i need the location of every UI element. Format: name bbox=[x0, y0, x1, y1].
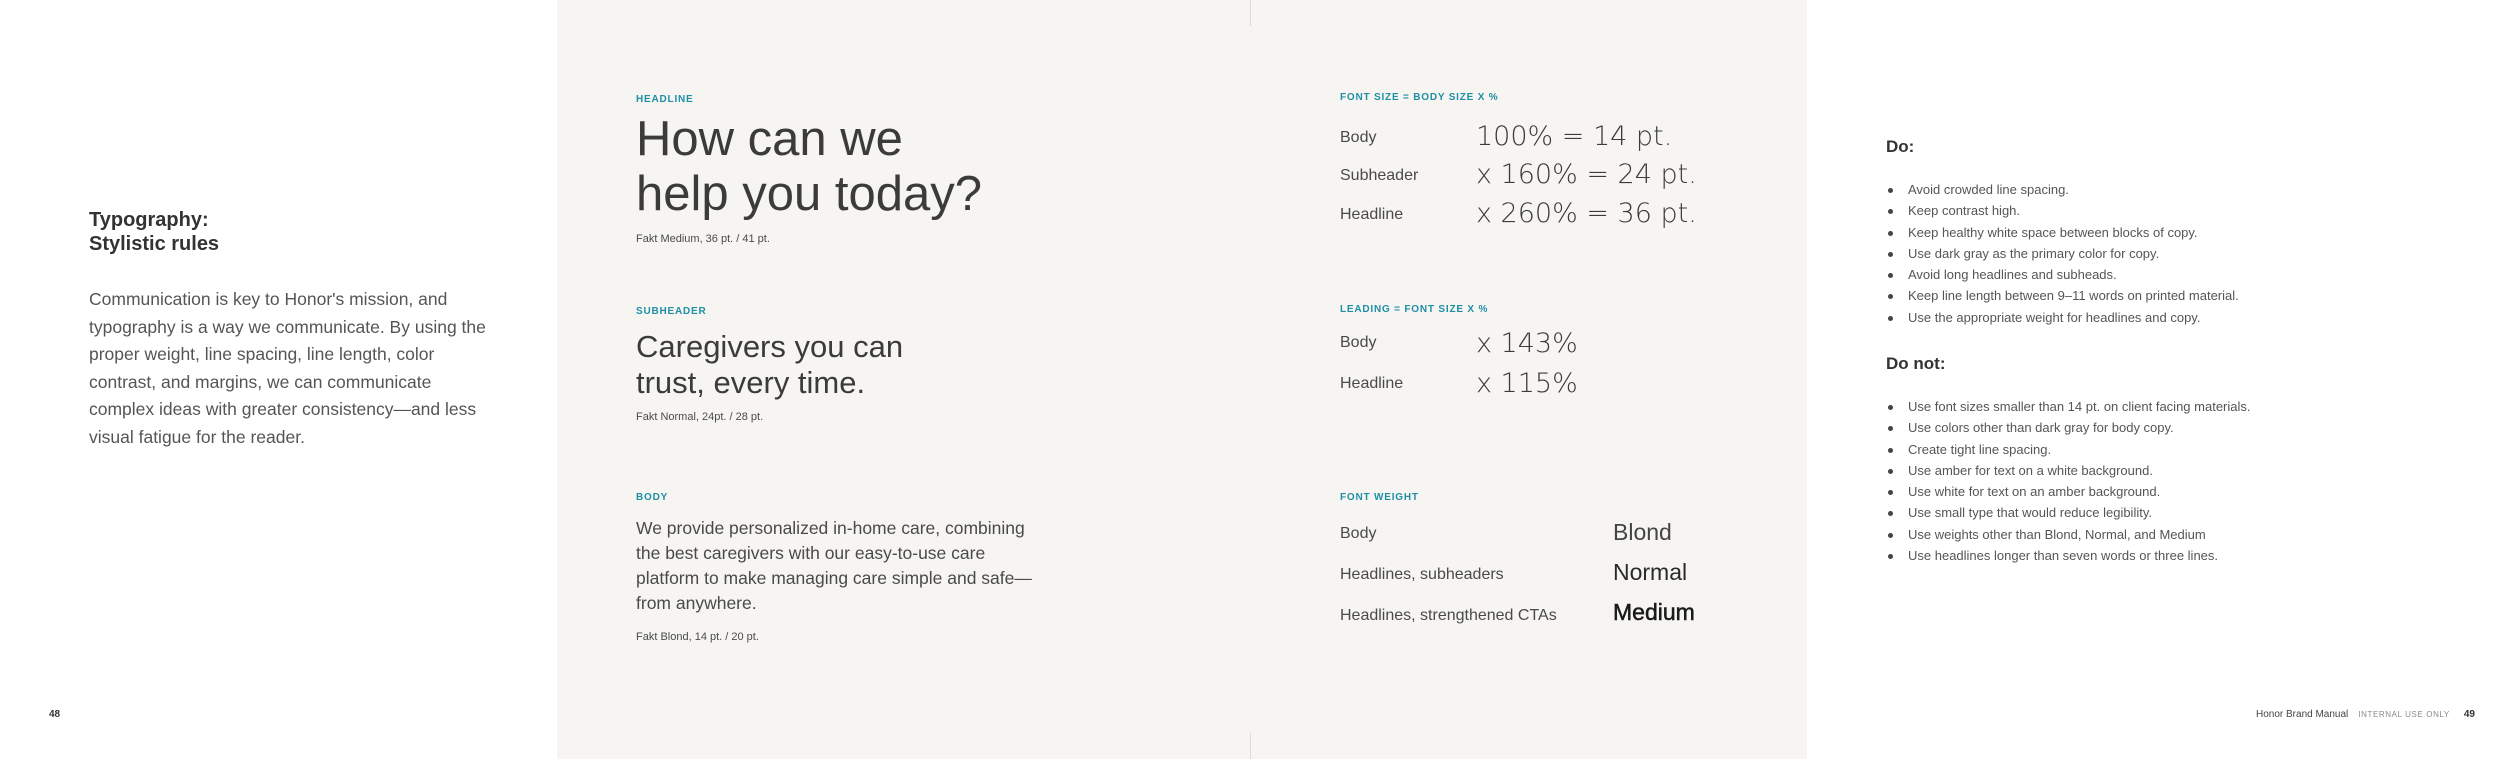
font-size-value-headline: x 260% = 36 pt. bbox=[1476, 198, 1697, 229]
intro-paragraph: Communication is key to Honor's mission, and typography is a way we communicate. By using the proper weight, line spacing, line length, color contrast, and margins, we can communicate complex ideas with greater consistency—and less visual fatigue for the reader. bbox=[89, 289, 486, 447]
weight-row-ctas: Headlines, strengthened CTAs bbox=[1340, 607, 1557, 624]
subheader-sample-line2: trust, every time. bbox=[636, 365, 866, 400]
list-item: Use dark gray as the primary color for copy. bbox=[1886, 243, 2239, 264]
do-list bbox=[1886, 179, 2239, 328]
footer-note: INTERNAL USE ONLY bbox=[2358, 710, 2450, 719]
leading-value-body: x 143% bbox=[1476, 328, 1578, 359]
leading-value-headline: x 115% bbox=[1476, 368, 1578, 399]
font-size-row-subheader: Subheader bbox=[1340, 167, 1419, 184]
list-item: Keep contrast high. bbox=[1886, 200, 2239, 221]
list-item: Keep line length between 9–11 words on printed material. bbox=[1886, 285, 2239, 306]
list-item: Use white for text on an amber background. bbox=[1886, 481, 2251, 502]
leading-row-body: Body bbox=[1340, 334, 1377, 351]
weight-row-body: Body bbox=[1340, 525, 1377, 542]
leading-scale-label: LEADING = FONT SIZE X % bbox=[1340, 304, 1489, 315]
dont-list bbox=[1886, 396, 2251, 566]
page-fold-top bbox=[1250, 0, 1251, 26]
list-item: Use amber for text on a white background. bbox=[1886, 460, 2251, 481]
list-item: Use font sizes smaller than 14 pt. on client facing materials. bbox=[1886, 396, 2251, 417]
list-item: Use weights other than Blond, Normal, and Medium bbox=[1886, 524, 2251, 545]
list-item: Avoid crowded line spacing. bbox=[1886, 179, 2239, 200]
font-size-row-body: Body bbox=[1340, 129, 1377, 146]
subheader-sample bbox=[636, 329, 903, 401]
page-fold-bottom bbox=[1250, 733, 1251, 759]
weight-value-medium: Medium bbox=[1613, 599, 1695, 625]
list-item: Avoid long headlines and subheads. bbox=[1886, 264, 2239, 285]
section-title-line1: Typography: bbox=[89, 209, 209, 231]
footer-brand: Honor Brand Manual bbox=[2256, 709, 2349, 720]
headline-sample-line2: help you today? bbox=[636, 167, 982, 221]
list-item: Keep healthy white space between blocks of copy. bbox=[1886, 222, 2239, 243]
list-item: Use small type that would reduce legibility. bbox=[1886, 502, 2251, 523]
weight-value-blond: Blond bbox=[1613, 519, 1672, 545]
weight-row-subheaders: Headlines, subheaders bbox=[1340, 566, 1504, 583]
dont-heading: Do not: bbox=[1886, 354, 1946, 373]
headline-sample bbox=[636, 112, 982, 222]
section-title-line2: Stylistic rules bbox=[89, 233, 220, 255]
page-number-right: 49 bbox=[2463, 709, 2475, 720]
subheader-label: SUBHEADER bbox=[636, 306, 707, 317]
do-heading: Do: bbox=[1886, 137, 1915, 156]
headline-sample-line1: How can we bbox=[636, 112, 903, 166]
section-title bbox=[89, 208, 219, 256]
body-caption: Fakt Blond, 14 pt. / 20 pt. bbox=[636, 631, 759, 643]
headline-caption: Fakt Medium, 36 pt. / 41 pt. bbox=[636, 233, 770, 245]
subheader-caption: Fakt Normal, 24pt. / 28 pt. bbox=[636, 411, 764, 423]
list-item: Use headlines longer than seven words or three lines. bbox=[1886, 545, 2251, 566]
subheader-sample-line1: Caregivers you can bbox=[636, 329, 904, 364]
font-size-value-subheader: x 160% = 24 pt. bbox=[1476, 159, 1697, 190]
weight-value-normal: Normal bbox=[1613, 559, 1688, 585]
body-sample: We provide personalized in-home care, combining the best caregivers with our easy-to-use care platform to make managing care simple and safe—from anywhere. bbox=[636, 518, 1032, 613]
headline-label: HEADLINE bbox=[636, 94, 694, 105]
leading-row-headline: Headline bbox=[1340, 375, 1404, 392]
list-item: Create tight line spacing. bbox=[1886, 439, 2251, 460]
font-size-value-body: 100% = 14 pt. bbox=[1476, 121, 1673, 152]
list-item: Use the appropriate weight for headlines and copy. bbox=[1886, 307, 2239, 328]
page-number-left: 48 bbox=[49, 709, 61, 720]
body-label: BODY bbox=[636, 492, 669, 503]
font-size-row-headline: Headline bbox=[1340, 206, 1404, 223]
font-weight-label: FONT WEIGHT bbox=[1340, 492, 1419, 503]
footer bbox=[2256, 709, 2475, 720]
font-size-scale-label: FONT SIZE = BODY SIZE X % bbox=[1340, 92, 1499, 103]
list-item: Use colors other than dark gray for body copy. bbox=[1886, 417, 2251, 438]
